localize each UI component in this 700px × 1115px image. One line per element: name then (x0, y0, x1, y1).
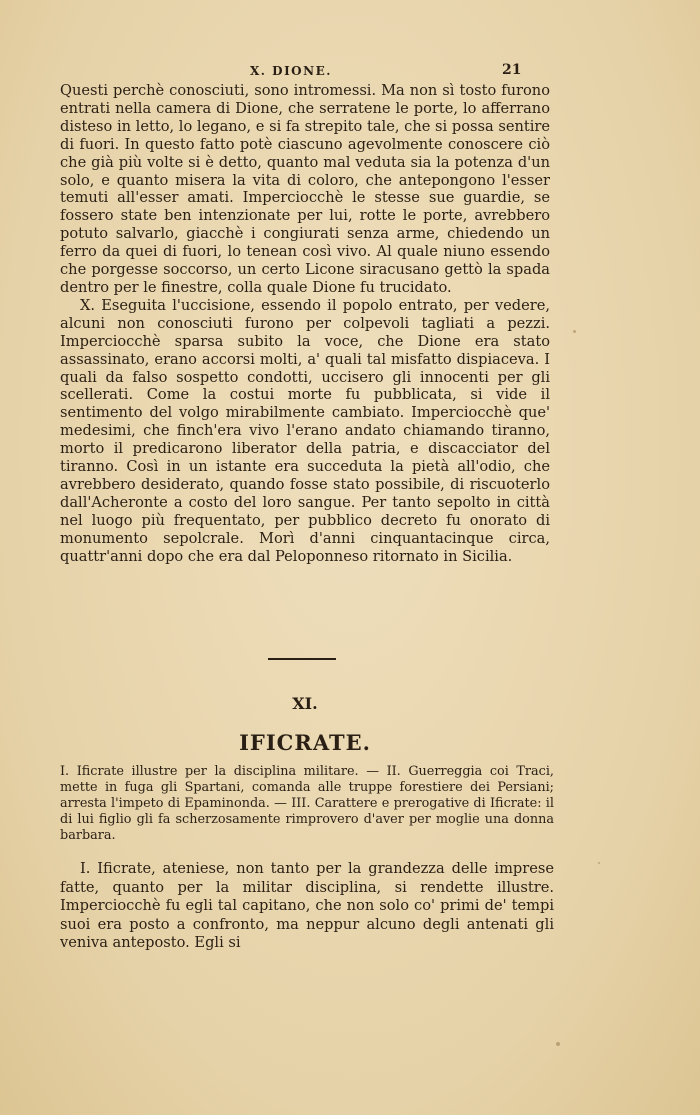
dione-section-text (60, 82, 550, 565)
paper-speck (598, 862, 600, 864)
running-head (0, 62, 700, 82)
dione-paragraph-2: X. Eseguita l'uccisione, essendo il popolo entrato, per vedere, alcuni non conosciuti furono per colpevoli tagliati a pezzi. Imperciocchè sparsa subito la voce, che Dione era stato assassinato, erano accorsi molti, a' quali tal misfatto dispiaceva. I quali da falso sospetto condotti, uccisero gli innocenti per gli scellerati. Come la costui morte fu pubblicata, si vide il sentimento del volgo mirabilmente cambiato. Imperciocchè que' medesimi, che finch'era vivo l'erano andato chiamando tiranno, morto il predicarono liberator della patria, e discacciator del tiranno. Così in un istante era succeduta la pietà all'odio, che avrebbero desiderato, quando fosse stato possibile, di riscuoterlo dall'Acheronte a costo del loro sangue. Per tanto sepolto in città nel luogo più frequentato, per pubblico decreto fu onorato di monumento sepolcrale. Morì d'anni cinquantacinque circa, quattr'anni dopo che era dal Peloponneso ritornato in Sicilia. (60, 296, 550, 565)
dione-paragraph-1: Questi perchè conosciuti, sono intromessi. Ma non sì tosto furono entrati nella camera di Dione, che serratene le porte, lo afferrano disteso in letto, lo legano, e si fa strepito tale, che si possa sentire di fuori. In questo fatto potè ciascuno agevolmente conoscere ciò che già più volte si è detto, quanto mal veduta sia la potenza d'un solo, e quanto misera la vita di coloro, che antepongono l'esser temuti all'esser amati. Imperciocchè le stesse sue guardie, se fossero state ben intenzionate per lui, rotte le porte, avrebbero potuto salvarlo, giacchè i congiurati senza arme, chiedendo un ferro da quei di fuori, lo tenean così vivo. Al quale niuno essendo che porgesse soccorso, un certo Licone siracusano gettò la spada dentro per le finestre, colla quale Dione fu trucidato. (60, 82, 550, 296)
chapter-title: IFICRATE. (239, 730, 371, 755)
paper-speck (573, 330, 576, 333)
section-divider (268, 658, 336, 660)
chapter-paragraph-1: I. Ificrate, ateniese, non tanto per la grandezza delle imprese fatte, quanto per la militar disciplina, si rendette illustre. Imperciocchè fu egli tal capitano, che non solo co' primi de' tempi suoi era posto a confronto, ma neppur alcuno degli antenati gli veniva anteposto. Egli si (60, 860, 554, 951)
paper-speck (556, 1042, 560, 1046)
running-title: X. DIONE. (250, 64, 332, 78)
chapter-body (60, 860, 554, 953)
chapter-number: XI. (292, 694, 318, 713)
page-number: 21 (502, 62, 522, 78)
chapter-summary: I. Ificrate illustre per la disciplina militare. — II. Guerreggia coi Traci, mette in fuga gli Spartani, comanda alle truppe forestiere dei Persiani; arresta l'impeto di Epaminonda. — III. Carattere e prerogative di Ificrate: il di lui figlio gli fa scherzosamente rimprovero d'aver per moglie una donna barbara. (60, 764, 554, 843)
